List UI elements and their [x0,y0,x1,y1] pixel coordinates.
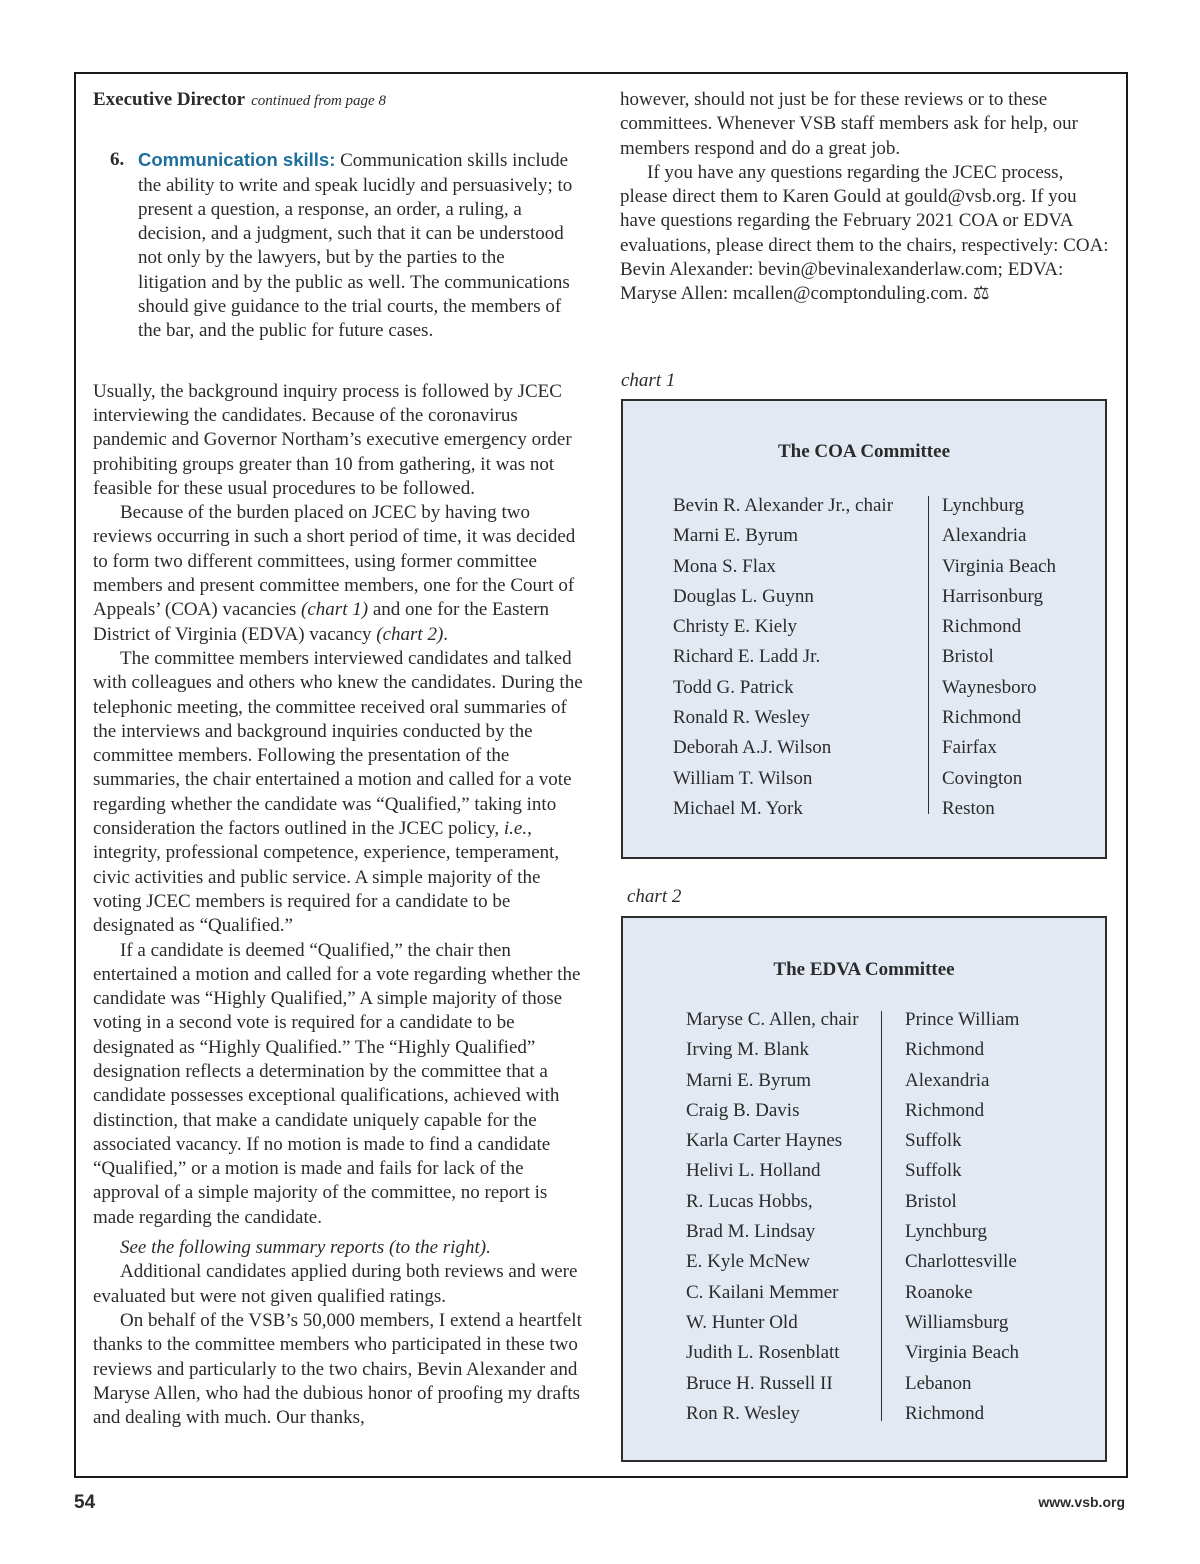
chart2-cities [905,1005,1019,1429]
member-name: Maryse C. Allen, chair [686,1009,859,1030]
member-name: William T. Wilson [673,767,813,789]
chart1-divider [928,496,929,814]
website-link[interactable]: www.vsb.org [1038,1494,1125,1510]
item-text [138,148,578,343]
paragraph-thanks: On behalf of the VSB’s 50,000 members, I extend a heartfelt thanks to the committee members who participated in these two reviews and particularly to the two chairs, Bevin Alexander and Maryse Allen, who had the dubious honor of proofing my drafts and dealing with much. Our thanks, [93,1309,582,1429]
chart1-title: The COA Committee [777,441,951,462]
member-city: Lynchburg [942,495,1024,516]
member-name: Craig B. Davis [686,1099,800,1121]
member-city: Bristol [942,646,994,668]
member-city: Williamsburg [905,1311,1009,1333]
member-city: Charlottesville [905,1251,1017,1273]
member-city: Richmond [905,1099,985,1121]
member-city: Bristol [905,1190,957,1212]
chart2-names [686,1005,859,1429]
member-name: Richard E. Ladd Jr. [673,646,821,668]
member-name: W. Hunter Old [686,1311,798,1333]
member-city: Waynesboro [942,676,1037,698]
paragraph-highly-qualified: If a candidate is deemed “Qualified,” the chair then entertained a motion and called for a vote regarding whether the candidate was “Highly Qualified,” A simple majority of those voting in a second vote is required for a candidate to be designated as “Highly Qualified.” The “Highly Qualified” designation reflects a determination by the committee that a candidate possesses exceptional qualifications, achieved with distinction, that make a candidate uniquely capable for the associated vacancy. If no motion is made to find a candidate “Qualified,” or a motion is made and fails for lack of the approval of a simple majority of the committee, no report is made regarding the candidate. [93,939,581,1228]
numbered-item-6 [110,148,585,343]
member-name: Marni E. Byrum [673,525,799,547]
member-name: Ron R. Wesley [686,1402,800,1424]
member-name: Bevin R. Alexander Jr., chair [673,495,894,516]
page-number: 54 [74,1492,96,1513]
chart2-box [621,916,1107,1462]
chart2-title: The EDVA Committee [773,959,955,980]
end-mark-icon: ⚖ [967,283,990,305]
chart1-box [621,399,1107,859]
member-city: Covington [942,767,1023,789]
member-city: Prince William [905,1009,1020,1030]
chart2-divider [881,1011,882,1421]
paragraph-see-reports: See the following summary reports (to the right). [120,1237,491,1259]
paragraph-additional-candidates: Additional candidates applied during both reviews and were evaluated but were not given qualified ratings. [93,1261,578,1307]
item-body: Communication skills include the ability to write and speak lucidly and persuasively; to present a question, a response, an order, a ruling, a decision, and a judgment, such that it can be understood not only by the lawyers, but by the parties to the litigation and by the public as well. The communications should give guidance to the trial courts, the members of the bar, and the public for future cases. [138,150,573,342]
member-name: Douglas L. Guynn [673,585,814,607]
left-column [93,88,585,1430]
item-label: Communication skills: [138,149,336,171]
member-city: Alexandria [942,525,1027,547]
section-heading [93,88,585,113]
member-name: Christy E. Kiely [673,616,798,638]
member-name: Michael M. York [673,797,803,819]
member-name: Mona S. Flax [673,555,776,577]
member-city: Alexandria [905,1069,990,1091]
member-name: R. Lucas Hobbs, [686,1190,813,1212]
member-name: C. Kailani Memmer [686,1281,839,1303]
paragraph-committees: Because of the burden placed on JCEC by having two reviews occurring in such a short period of time, it was decided to form two different committees, using former committee members and present committee members, one for the Court of Appeals’ (COA) vacancies (chart 1) and one for the Eastern District of Virginia (EDVA) vacancy (chart 2). [93,502,576,645]
member-name: Ronald R. Wesley [673,707,810,729]
member-city: Richmond [942,707,1022,729]
member-name: Deborah A.J. Wilson [673,737,832,759]
paragraph-interviews: The committee members interviewed candidates and talked with colleagues and others who knew the candidates. During the telephonic meeting, the committee received oral summaries of the interviews and background inquiries conducted by the committee members. Following the presentation of the summaries, the chair entertained a motion and called for a vote regarding whether the candidate was “Qualified,” taking into consideration the factors outlined in the JCEC policy, i.e., integrity, professional competence, experience, temperament, civic activities and public service. A simple majority of the voting JCEC members is required for a candidate to be designated as “Qualified.” [93,647,583,937]
member-name: Helivi L. Holland [686,1160,821,1182]
member-name: Irving M. Blank [686,1039,809,1061]
member-city: Richmond [905,1039,985,1061]
right-column [620,88,1110,307]
paragraph-background-inquiry: Usually, the background inquiry process is followed by JCEC interviewing the candidates. Because of the coronavirus pandemic and Governor Northam’s executive emergency order prohibiting groups greater than 10 from gathering, it was not feasible for these usual procedures to be followed. [93,380,572,499]
section-title: Executive Director [93,89,246,110]
member-city: Harrisonburg [942,585,1043,607]
item-number: 6. [110,149,125,171]
member-city: Lebanon [905,1372,972,1394]
member-city: Richmond [942,616,1022,638]
chart1-label: chart 1 [621,370,676,391]
member-city: Fairfax [942,737,997,759]
member-name: Karla Carter Haynes [686,1130,843,1152]
member-city: Lynchburg [905,1221,987,1243]
member-name: Judith L. Rosenblatt [686,1342,840,1364]
member-city: Virginia Beach [942,555,1057,577]
chart1-names [673,491,893,824]
member-name: Bruce H. Russell II [686,1372,833,1394]
member-name: Todd G. Patrick [673,676,794,698]
chart1-cities [942,491,1056,824]
member-name: E. Kyle McNew [686,1251,810,1273]
continued-note: continued from page 8 [251,93,386,109]
member-city: Virginia Beach [905,1342,1020,1364]
member-name: Marni E. Byrum [686,1069,812,1091]
paragraph-contact: If you have any questions regarding the JCEC process, please direct them to Karen Gould at gould@vsb.org. If you have questions regarding the February 2021 COA or EDVA evaluations, please direct them to the chairs, respectively: COA: Bevin Alexander: bevin@bevinalexanderlaw.com; EDVA: Maryse Allen: mcallen@comptonduling.com. ⚖ [620,161,1109,305]
member-city: Suffolk [905,1160,962,1182]
member-city: Roanoke [905,1281,973,1303]
member-name: Brad M. Lindsay [686,1221,816,1243]
paragraph-continuation: however, should not just be for these reviews or to these committees. Whenever VSB staff members ask for help, our members respond and do a great job. [620,89,1079,159]
chart2-label: chart 2 [627,886,682,907]
member-city: Reston [942,797,995,819]
member-city: Suffolk [905,1130,962,1152]
member-city: Richmond [905,1402,985,1424]
